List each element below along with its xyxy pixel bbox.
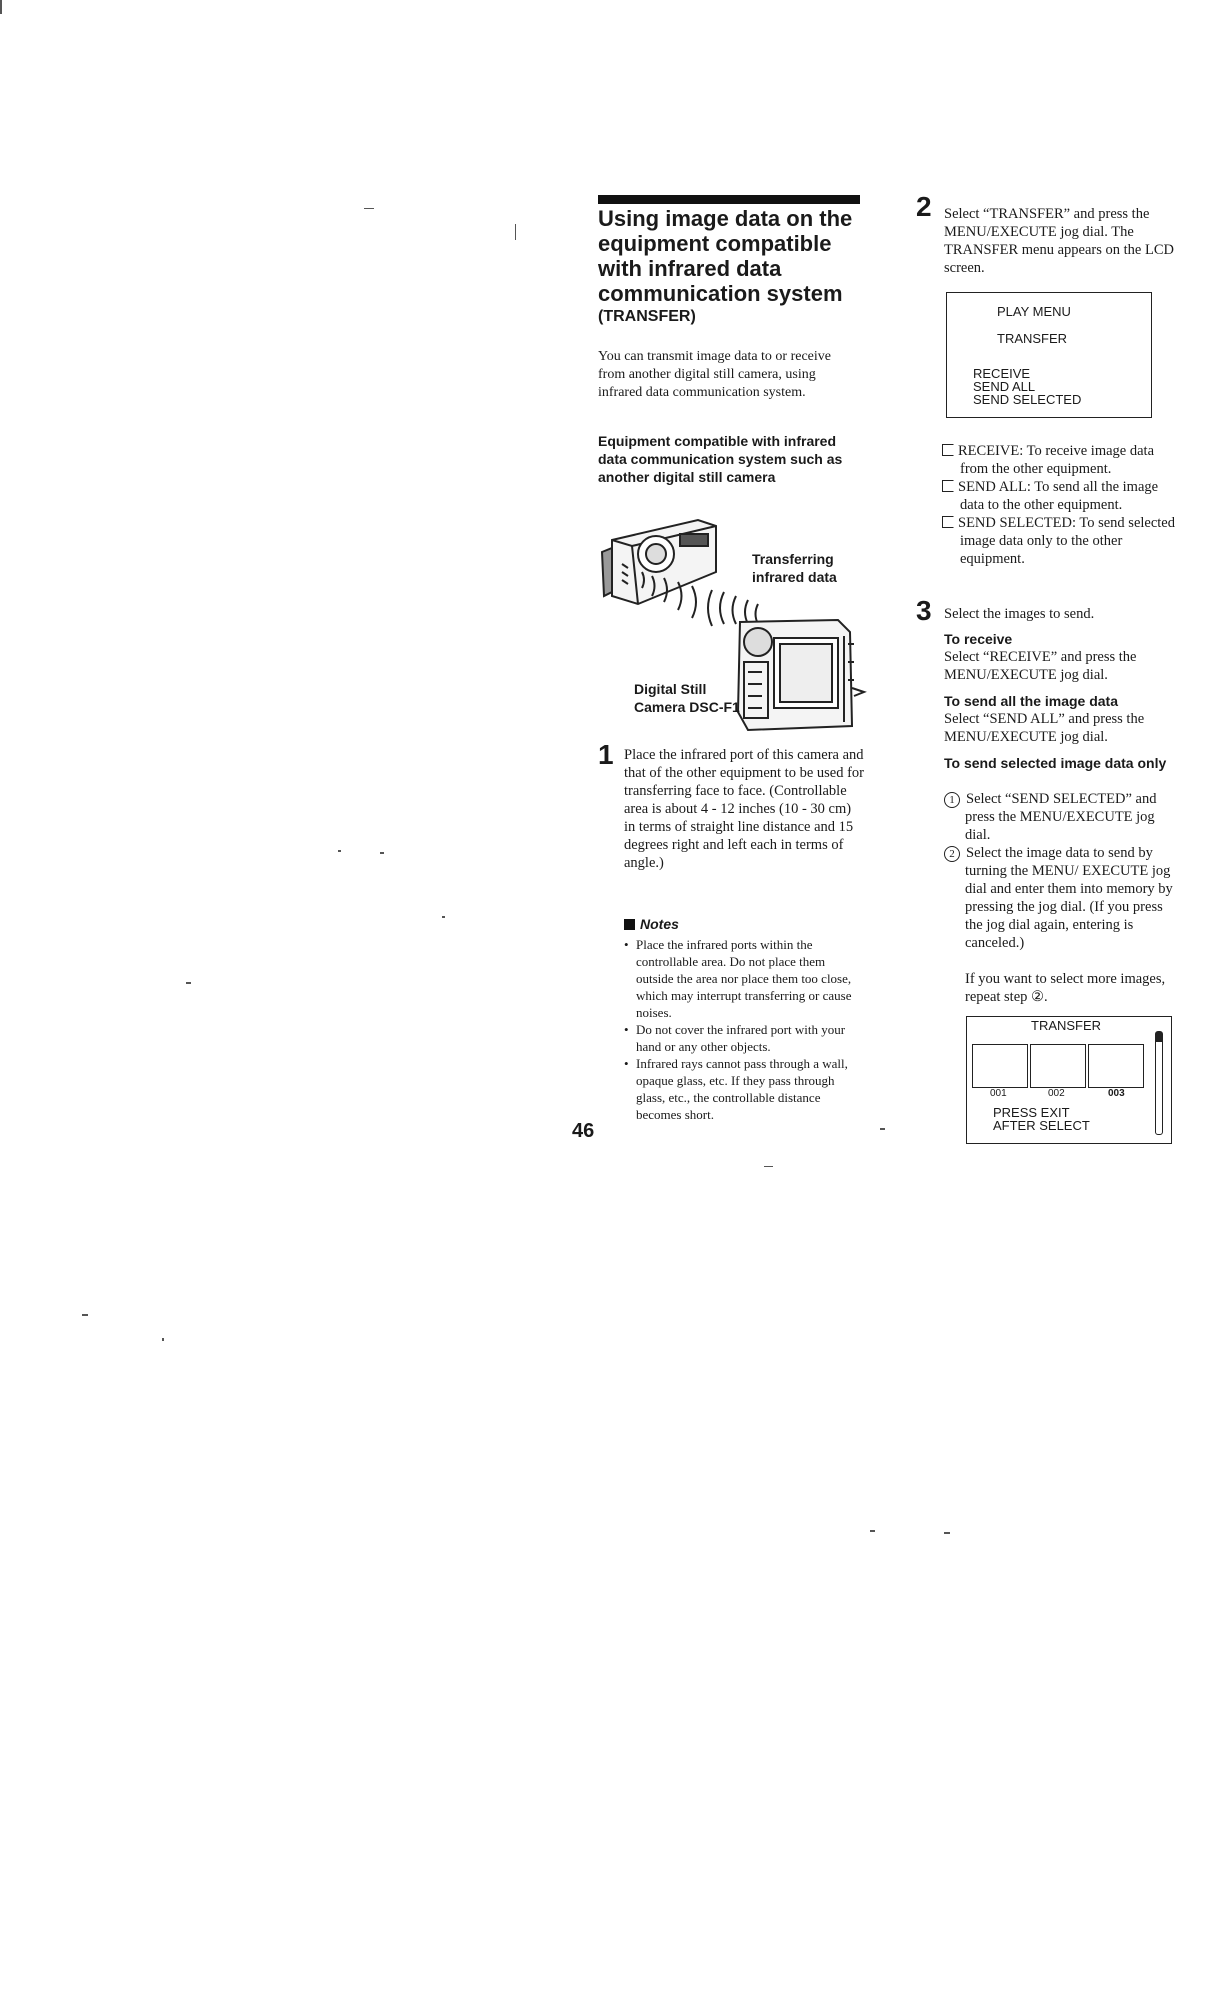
send-all-heading: To send all the image data [944,693,1119,709]
thumb-label: 001 [990,1088,1007,1099]
repeat-text: If you want to select more images, repeat step ②. [965,971,1166,1005]
send-selected-step: 1 Select “SEND SELECTED” and press the MENU/EXECUTE jog dial. [944,790,1176,844]
option-item: SEND SELECTED: To send selected image data only to the other equipment. [942,514,1182,568]
notes-icon [624,919,635,930]
note-item: • Infrared rays cannot pass through a wall, opaque glass, etc. If they pass through glass, etc., the controllable distance becomes short. [624,1055,864,1123]
camera-label-1: Digital Still [634,681,707,697]
send-all-text: Select “SEND ALL” and press the MENU/EXECUTE jog dial. [944,711,1145,745]
page-subtitle: (TRANSFER) [598,308,696,325]
lcd-transfer-msg-1: PRESS EXIT [993,1105,1070,1120]
scan-speck [870,1530,875,1532]
send-selected-heading: To send selected image data only [944,755,1167,771]
scan-speck [380,852,384,854]
lcd-scroll-thumb [1156,1032,1162,1042]
infrared-illustration [598,512,870,740]
notes-list [624,936,864,1123]
send-selected-step: 2 Select the image data to send by turning the MENU/ EXECUTE jog dial and enter them into memory by pressing the jog dial. (If you press the jog dial again, entering is canceled.) [944,844,1176,952]
step-1-number: 1 [598,739,614,770]
option-item: SEND ALL: To send all the image data to the other equipment. [942,478,1182,514]
lcd-menu-send-selected: SEND SELECTED [973,392,1082,407]
lcd-menu-line-1: PLAY MENU [997,304,1071,319]
scan-speck [442,916,445,918]
note-item: • Place the infrared ports within the controllable area. Do not place them outside the area nor place them too close, which may interrupt transferring or cause noises. [624,936,864,1021]
scan-speck [186,982,191,984]
camera-label-2: Camera DSC-F1 [634,699,740,715]
scan-speck [944,1532,950,1534]
option-item: RECEIVE: To receive image data from the other equipment. [942,442,1182,478]
lcd-menu-receive: RECEIVE [973,366,1031,381]
page-title: Using image data on the equipment compatible with infrared data communication system [598,206,853,306]
thumb-label: 003 [1108,1088,1125,1099]
scan-speck [162,1338,164,1341]
thumb-label: 002 [1048,1088,1065,1099]
receive-text: Select “RECEIVE” and press the MENU/EXECUTE jog dial. [944,649,1137,683]
lcd-thumbnail [1088,1044,1144,1088]
lcd-menu-line-2: TRANSFER [997,331,1068,346]
step-3-number: 3 [916,595,932,626]
send-selected-steps [944,790,1176,952]
checkbox-icon [942,444,954,456]
step-2-text: Select “TRANSFER” and press the MENU/EXECUTE jog dial. The TRANSFER menu appears on the LCD screen. [944,206,1174,276]
transfer-options-list [942,442,1182,568]
scan-speck [338,850,341,852]
checkbox-icon [942,516,954,528]
lcd-menu-screen [946,292,1152,418]
step-3-text: Select the images to send. [944,606,1095,622]
note-item: • Do not cover the infrared port with your hand or any other objects. [624,1021,864,1055]
checkbox-icon [942,480,954,492]
scan-speck [0,0,2,14]
transfer-label-1: Transferring [752,551,834,567]
lcd-scrollbar [1155,1031,1163,1135]
step-1-text: Place the infrared port of this camera and that of the other equipment to be used for transferring face to face. (Controllable area is about 4 - 12 inches (10 - 30 cm) in terms of straight line distance and 15 degrees right and left each in terms of angle.) [624,747,864,871]
lcd-transfer-title: TRANSFER [1031,1018,1102,1033]
scan-speck [880,1128,885,1130]
step-2-number: 2 [916,191,932,222]
scan-speck [364,208,374,209]
lcd-menu-send-all: SEND ALL [973,379,1036,394]
lcd-transfer-msg-2: AFTER SELECT [993,1118,1090,1133]
lcd-thumbnail [972,1044,1028,1088]
scan-speck [515,224,516,240]
circled-number-icon: 2 [944,846,960,862]
receive-heading: To receive [944,631,1013,647]
notes-heading-label: Notes [640,916,679,932]
intro-paragraph: You can transmit image data to or receive from another digital still camera, using infrared data communication system. [598,349,832,400]
transfer-label-2: infrared data [752,569,837,585]
scan-speck [764,1166,773,1167]
notes-heading [624,916,679,932]
scan-speck [82,1314,88,1316]
lcd-thumbnail [1030,1044,1086,1088]
equipment-heading: Equipment compatible with infrared data communication system such as another digital still camera [598,433,843,485]
title-rule [598,195,860,204]
circled-number-icon: 1 [944,792,960,808]
page-number: 46 [572,1120,595,1142]
